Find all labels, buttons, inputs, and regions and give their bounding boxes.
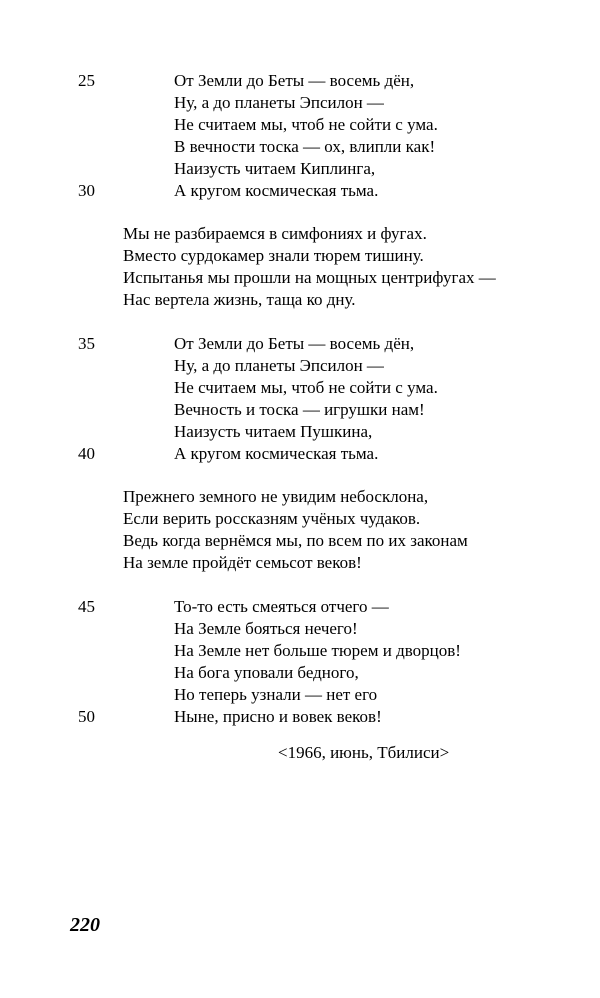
poem-line: Прежнего земного не увидим небосклона, [123,487,429,506]
poem-line: Но теперь узнали — нет его [174,685,378,704]
poem-line: А кругом космическая тьма. [174,181,379,200]
poem-line: На Земле нет больше тюрем и дворцов! [174,641,461,660]
poem-line: Наизусть читаем Киплинга, [174,159,376,178]
poem-line: Ведь когда вернёмся мы, по всем по их законам [123,531,468,550]
poem-line: От Земли до Беты — восемь дён, [174,334,415,353]
poem-line: Наизусть читаем Пушкина, [174,422,373,441]
poem-line: Нас вертела жизнь, таща ко дну. [123,290,356,309]
line-number-35: 35 [78,334,95,353]
poem-line: Ну, а до планеты Эпсилон — [174,356,384,375]
poem-line: В вечности тоска — ох, влипли как! [174,137,436,156]
poem-line: На бога уповали бедного, [174,663,359,682]
line-number-50: 50 [78,707,95,726]
line-number-45: 45 [78,597,95,616]
poem-line: Ныне, присно и вовек веков! [174,707,382,726]
poem-line: Не считаем мы, чтоб не сойти с ума. [174,115,438,134]
page-number: 220 [70,914,100,936]
poem-line: На Земле бояться нечего! [174,619,358,638]
poem-line: Вечность и тоска — игрушки нам! [174,400,425,419]
line-number-25: 25 [78,71,95,90]
poem-line: То-то есть смеяться отчего — [174,597,389,616]
poem-line: От Земли до Беты — восемь дён, [174,71,415,90]
poem-line: Если верить россказням учёных чудаков. [123,509,421,528]
poem-line: Испытанья мы прошли на мощных центрифугах — [123,268,496,287]
poem-line: А кругом космическая тьма. [174,444,379,463]
poem-line: Мы не разбираемся в симфониях и фугах. [123,224,427,243]
poem-line: На земле пройдёт семьсот веков! [123,553,362,572]
date-note: <1966, июнь, Тбилиси> [278,743,450,762]
poem-line: Ну, а до планеты Эпсилон — [174,93,384,112]
poem-line: Вместо сурдокамер знали тюрем тишину. [123,246,424,265]
line-number-30: 30 [78,181,95,200]
poem-line: Не считаем мы, чтоб не сойти с ума. [174,378,438,397]
line-number-40: 40 [78,444,95,463]
